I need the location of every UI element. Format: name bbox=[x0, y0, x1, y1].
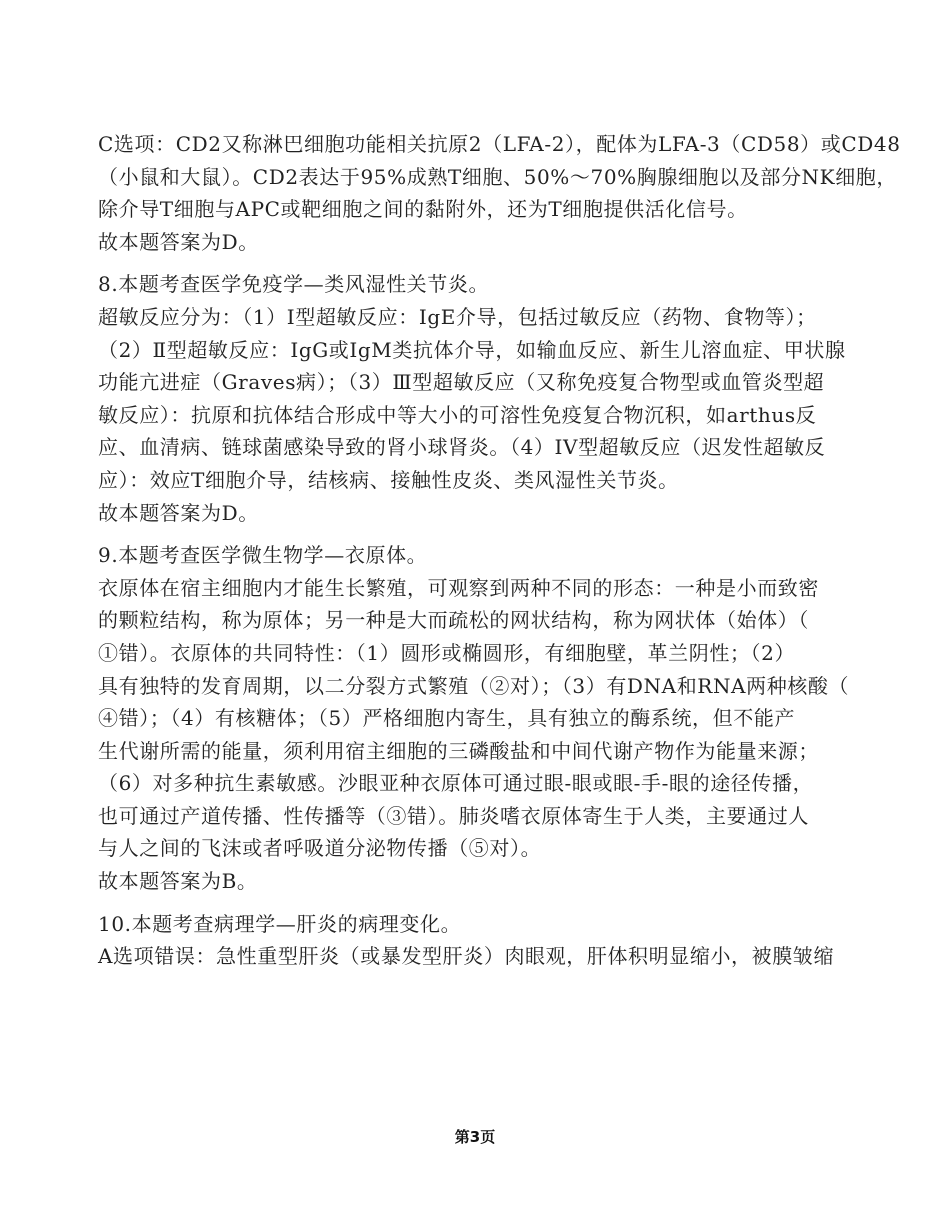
text-line: 具有独特的发育周期，以二分裂方式繁殖（②对）；（3）有DNA和RNA两种核酸（ bbox=[98, 673, 850, 698]
text-line: A选项错误：急性重型肝炎（或暴发型肝炎）肉眼观，肝体积明显缩小，被膜皱缩 bbox=[98, 944, 835, 969]
question-10-explanation bbox=[98, 908, 870, 973]
text-line: （2）Ⅱ型超敏反应：IgG或IgM类抗体介导，如输血反应、新生儿溶血症、甲状腺 bbox=[98, 337, 846, 362]
text-line: 的颗粒结构，称为原体；另一种是大而疏松的网状结构，称为网状体（始体）（ bbox=[98, 608, 809, 633]
text-line: C选项：CD2又称淋巴细胞功能相关抗原2（LFA-2），配体为LFA-3（CD58）或CD48 bbox=[98, 132, 901, 156]
question-heading: 8.本题考查医学免疫学—类风湿性关节炎。 bbox=[98, 272, 490, 297]
answer-line: 故本题答案为D。 bbox=[98, 500, 259, 525]
text-line: 超敏反应分为：（1）I型超敏反应：IgE介导，包括过敏反应（药物、食物等）； bbox=[98, 304, 817, 329]
page-number: 第3页 bbox=[454, 1128, 496, 1146]
text-line: 除介导T细胞与APC或靶细胞之间的黏附外，还为T细胞提供活化信号。 bbox=[98, 197, 748, 222]
question-heading: 10.本题考查病理学—肝炎的病理变化。 bbox=[98, 911, 462, 936]
text-line: 与人之间的飞沫或者呼吸道分泌物传播（⑤对）。 bbox=[98, 836, 542, 861]
text-line: 也可通过产道传播、性传播等（③错）。肺炎嗜衣原体寄生于人类，主要通过人 bbox=[98, 803, 809, 828]
text-line: ①错）。衣原体的共同特性：（1）圆形或椭圆形，有细胞壁，革兰阴性；（2） bbox=[98, 640, 796, 665]
answer-line: 故本题答案为D。 bbox=[98, 229, 259, 254]
option-c-explanation bbox=[98, 128, 901, 258]
question-8-explanation bbox=[98, 268, 870, 529]
text-line: 敏反应）：抗原和抗体结合形成中等大小的可溶性免疫复合物沉积，如arthus反 bbox=[98, 402, 817, 427]
question-9-explanation bbox=[98, 539, 870, 898]
question-heading: 9.本题考查医学微生物学—衣原体。 bbox=[98, 543, 428, 568]
text-line: 应）：效应T细胞介导，结核病、接触性皮炎、类风湿性关节炎。 bbox=[98, 467, 679, 492]
text-line: 应、血清病、链球菌感染导致的肾小球肾炎。（4）IV型超敏反应（迟发性超敏反 bbox=[98, 435, 826, 460]
text-line: 衣原体在宿主细胞内才能生长繁殖，可观察到两种不同的形态：一种是小而致密 bbox=[98, 575, 819, 600]
text-line: （6）对多种抗生素敏感。沙眼亚种衣原体可通过眼-眼或眼-手-眼的途径传播， bbox=[98, 771, 814, 796]
document-body bbox=[98, 128, 901, 973]
text-line: 生代谢所需的能量，须利用宿主细胞的三磷酸盐和中间代谢产物作为能量来源； bbox=[98, 738, 819, 763]
text-line: （小鼠和大鼠）。CD2表达于95%成熟T细胞、50%～70%胸腺细胞以及部分NK细胞， bbox=[98, 164, 898, 189]
text-line: ④错）；（4）有核糖体；（5）严格细胞内寄生，具有独立的酶系统，但不能产 bbox=[98, 706, 796, 731]
answer-line: 故本题答案为B。 bbox=[98, 869, 258, 894]
text-line: 功能亢进症（Graves病）；（3）Ⅲ型超敏反应（又称免疫复合物型或血管炎型超 bbox=[98, 370, 825, 395]
